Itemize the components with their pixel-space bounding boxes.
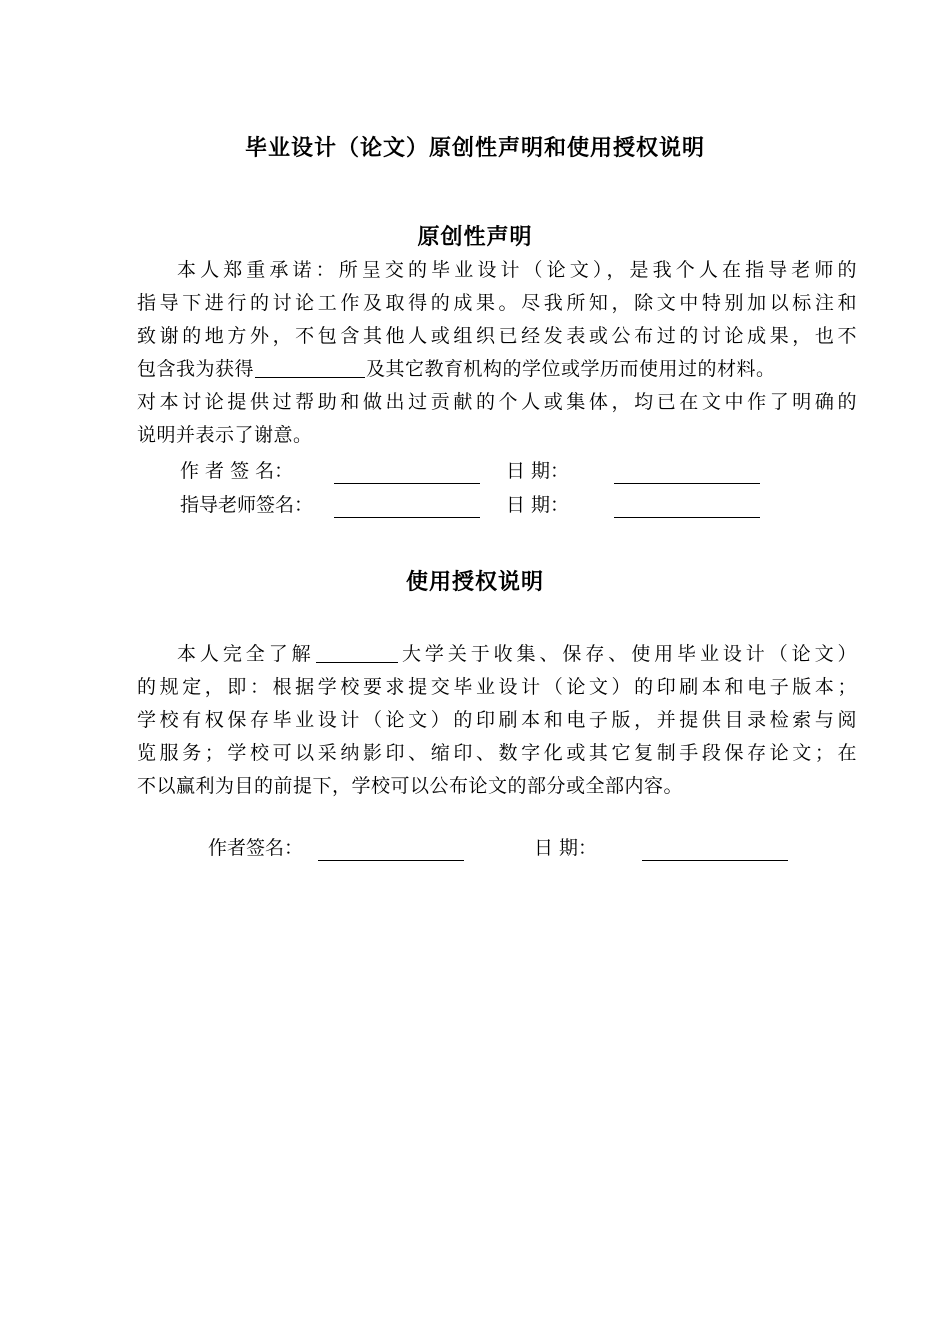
institution-blank[interactable] bbox=[255, 355, 365, 378]
authorization-heading: 使用授权说明 bbox=[405, 570, 544, 595]
date-label: 日 期： bbox=[534, 837, 598, 859]
paragraph-text: 及其它教育机构的学位或学历而使用过的材料。 bbox=[366, 358, 776, 380]
paragraph-text: 本人完全了解 bbox=[177, 643, 315, 665]
authorization-signature-field[interactable] bbox=[318, 860, 464, 861]
paragraph-line: 对本讨论提供过帮助和做出过贡献的个人或集体，均已在文中作了明确的 bbox=[137, 391, 857, 413]
advisor-signature-field[interactable] bbox=[334, 517, 480, 518]
paragraph-text: 包含我为获得 bbox=[137, 358, 255, 380]
paragraph-text: 大学关于收集、保存、使用毕业设计（论文） bbox=[398, 643, 857, 665]
advisor-signature-label: 指导老师签名： bbox=[180, 494, 314, 516]
authorization-signature-row bbox=[0, 832, 950, 865]
author-signature-label: 作者签名： bbox=[208, 837, 304, 859]
date-label: 日 期： bbox=[506, 494, 570, 516]
author-signature-label: 作 者 签 名： bbox=[180, 460, 294, 482]
advisor-signature-row bbox=[0, 489, 950, 522]
paragraph-line: 致谢的地方外，不包含其他人或组织已经发表或公布过的讨论成果，也不 bbox=[137, 325, 857, 347]
paragraph-line: 览服务；学校可以采纳影印、缩印、数字化或其它复制手段保存论文；在 bbox=[137, 742, 857, 764]
paragraph-line: 指导下进行的讨论工作及取得的成果。尽我所知，除文中特别加以标注和 bbox=[137, 292, 857, 314]
paragraph-line: 说明并表示了谢意。 bbox=[137, 424, 313, 446]
university-blank[interactable] bbox=[316, 640, 398, 663]
paragraph-line bbox=[137, 353, 857, 386]
author-signature-row bbox=[0, 455, 950, 488]
paragraph-line: 不以赢利为目的前提下，学校可以公布论文的部分或全部内容。 bbox=[137, 775, 684, 797]
date-label: 日 期： bbox=[506, 460, 570, 482]
paragraph-line: 学校有权保存毕业设计（论文）的印刷本和电子版，并提供目录检索与阅 bbox=[137, 709, 857, 731]
author-signature-field[interactable] bbox=[334, 483, 480, 484]
originality-heading: 原创性声明 bbox=[417, 225, 533, 250]
advisor-date-field[interactable] bbox=[614, 517, 760, 518]
document-title: 毕业设计（论文）原创性声明和使用授权说明 bbox=[244, 136, 705, 161]
paragraph-line: 的规定，即：根据学校要求提交毕业设计（论文）的印刷本和电子版本； bbox=[137, 676, 857, 698]
authorization-paragraph bbox=[137, 638, 857, 803]
authorization-date-field[interactable] bbox=[642, 860, 788, 861]
paragraph-line bbox=[137, 638, 857, 671]
paragraph-line: 本人郑重承诺：所呈交的毕业设计（论文），是我个人在指导老师的 bbox=[177, 259, 857, 281]
author-date-field[interactable] bbox=[614, 483, 760, 484]
originality-paragraph bbox=[137, 254, 857, 452]
